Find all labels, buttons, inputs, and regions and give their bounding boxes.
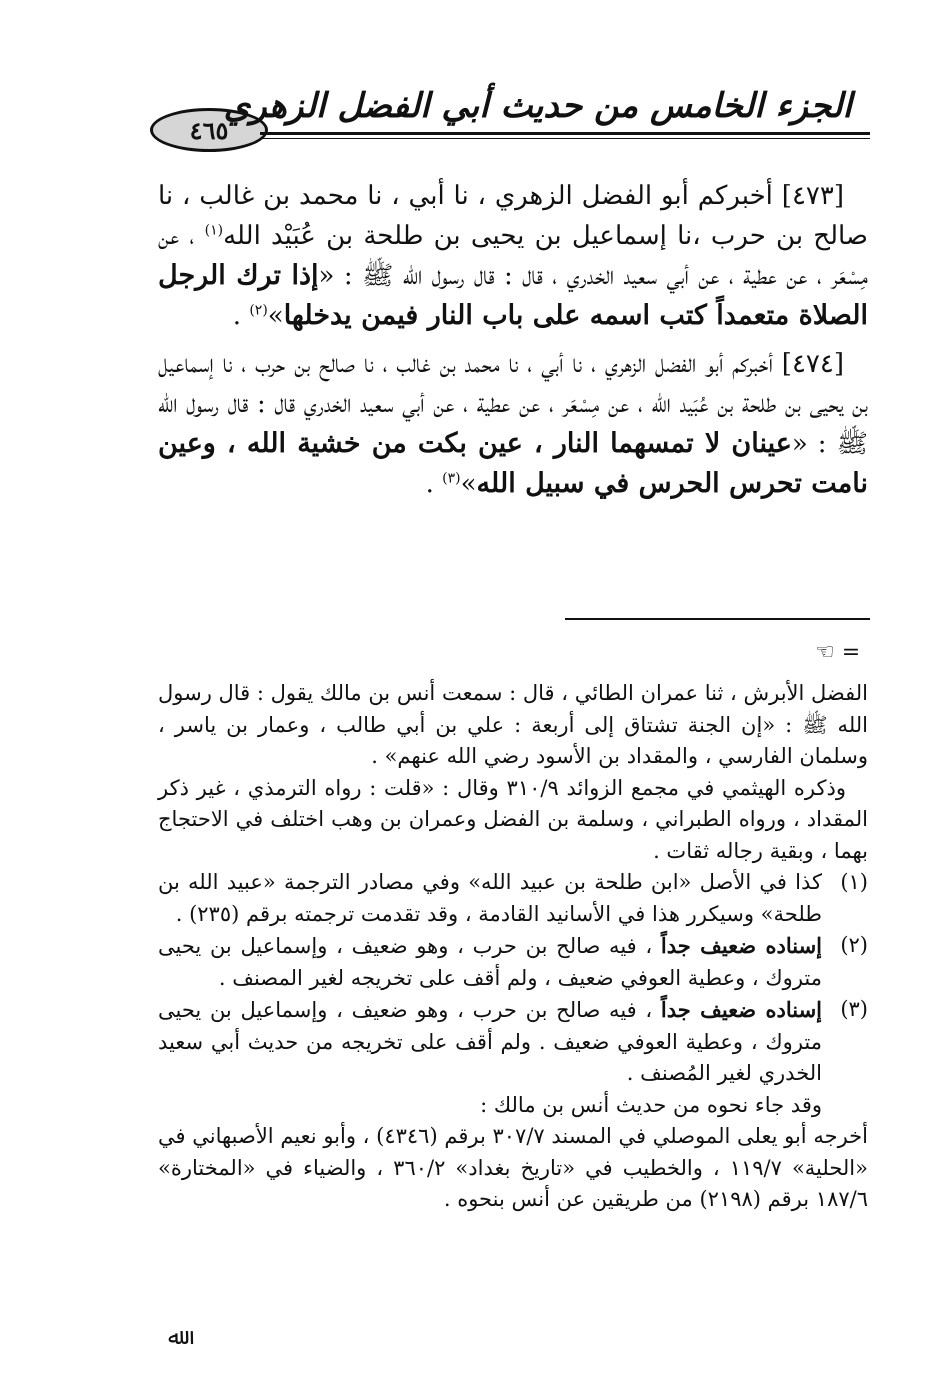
footnote-continued-paragraph: وذكره الهيثمي في مجمع الزوائد ٣١٠/٩ وقال : «قلت : رواه الترمذي ، غير ذكر المقداد ، ورواه الطبراني ، وسلمة بن الفضل وعمران بن وهب اختلف في الاحتجاج بهما ، وبقية رجاله ثقات . [158,775,868,863]
footnote-ref[interactable]: (٢) [249,302,268,319]
footnote-number: (٣) [840,997,868,1021]
footnote-ref[interactable]: (٣) [442,470,461,487]
footnote-3 [158,994,868,1090]
grading: إسناده ضعيف جداً [660,933,822,958]
footnote-ref[interactable]: (١) [204,222,224,239]
hadith-474 [158,344,868,504]
footnote-text: إسناده ضعيف جداً ، فيه صالح بن حرب ، وهو ضعيف ، وإسماعيل بن يحيى متروك ، وعطية العوفي ضعيف . ولم أقف على تخريجه من حديث أبي سعيد الخدري لغير المُصنف . [158,997,822,1085]
hadith-matn: عينان لا تمسهما النار ، عين بكت من خشية الله ، وعين نامت تحرس الحرس في سبيل الله [158,428,868,499]
hadith-isnad-cont: ، عن مِسْعَر ، عن عطية ، عن أبي سعيد الخدري ، قال : قال رسول الله ﷺ : « [158,221,868,291]
page-number: ٤٦٥ [150,108,268,152]
period: . [232,301,250,331]
footnote-2 [158,930,868,994]
quote-close: » [267,301,284,331]
footnotes [158,678,868,1216]
footnote-continued-paragraph: الفضل الأبرش ، ثنا عمران الطائي ، قال : سمعت أنس بن مالك يقول : قال رسول الله ﷺ : «إن الجنة تشتاق إلى أربعة : علي بن أبي طالب ، وعمار بن ياسر ، وسلمان الفارسي ، والمقداد بن الأسود رضي الله عنهم» . [158,681,868,768]
quote-close: » [460,469,477,499]
continuation-mark: = ☜ [815,640,861,665]
running-title: الجزء الخامس من حديث أبي الفضل الزهري [223,86,852,126]
header-rule-thin [260,138,870,139]
footnote-number: (١) [840,870,868,894]
period: . [425,469,443,499]
pointing-hand-icon: ☜ [815,640,835,665]
footnote-text: كذا في الأصل «ابن طلحة بن عبيد الله» وفي مصادر الترجمة «عبيد الله بن طلحة» وسيكرر هذا في الأسانيد القادمة ، وقد تقدمت ترجمته برقم (٢٣٥) . [158,870,822,926]
footnote-after-paragraph: أخرجه أبو يعلى الموصلي في المسند ٣٠٧/٧ برقم (٤٣٤٦) ، وأبو نعيم الأصبهاني في «الحلية» ١١٩/٧ ، والخطيب في «تاريخ بغداد» ٣٦٠/٢ ، والضياء في «المختارة» ١٨٧/٦ برقم (٢١٩٨) من طريقين عن أنس بنحوه . [158,1124,868,1211]
header-rule [260,132,870,135]
hadith-isnad: أخبركم أبو الفضل الزهري ، نا أبي ، نا محمد بن غالب ، نا صالح بن حرب ، نا إسماعيل بن يحيى بن طلحة بن عُبَيد الله ، عن مِسْعَر ، عن عطية ، عن أبي سعيد الخدري قال : قال رسول الله ﷺ : « [158,349,868,459]
footnote-1 [158,867,868,930]
grading: إسناده ضعيف جداً [660,997,822,1022]
hadith-473 [158,176,868,336]
hadith-matn: إذا ترك الرجل الصلاة متعمداً كتب اسمه على باب النار فيمن يدخلها [158,260,868,331]
end-of-page-mark: ﷲ [168,1325,181,1350]
hadith-number: [٤٧٤] [781,349,844,379]
footnote-number: (٢) [840,933,868,957]
hadith-number: [٤٧٣] [781,181,845,211]
page-header [150,86,870,156]
footnote-text: إسناده ضعيف جداً ، فيه صالح بن حرب ، وهو ضعيف ، وإسماعيل بن يحيى متروك ، وعطية العوفي ضعيف ، ولم أقف على تخريجه لغير المصنف . [158,933,822,990]
footnote-after-paragraph: وقد جاء نحوه من حديث أنس بن مالك : [480,1092,822,1117]
footnote-divider [565,618,870,620]
hadith-isnad: أخبركم أبو الفضل الزهري ، نا أبي ، نا محمد بن غالب ، نا صالح بن حرب ،نا إسماعيل بن يحيى بن طلحة بن عُبَيْد الله [158,181,868,251]
main-text [158,176,868,512]
